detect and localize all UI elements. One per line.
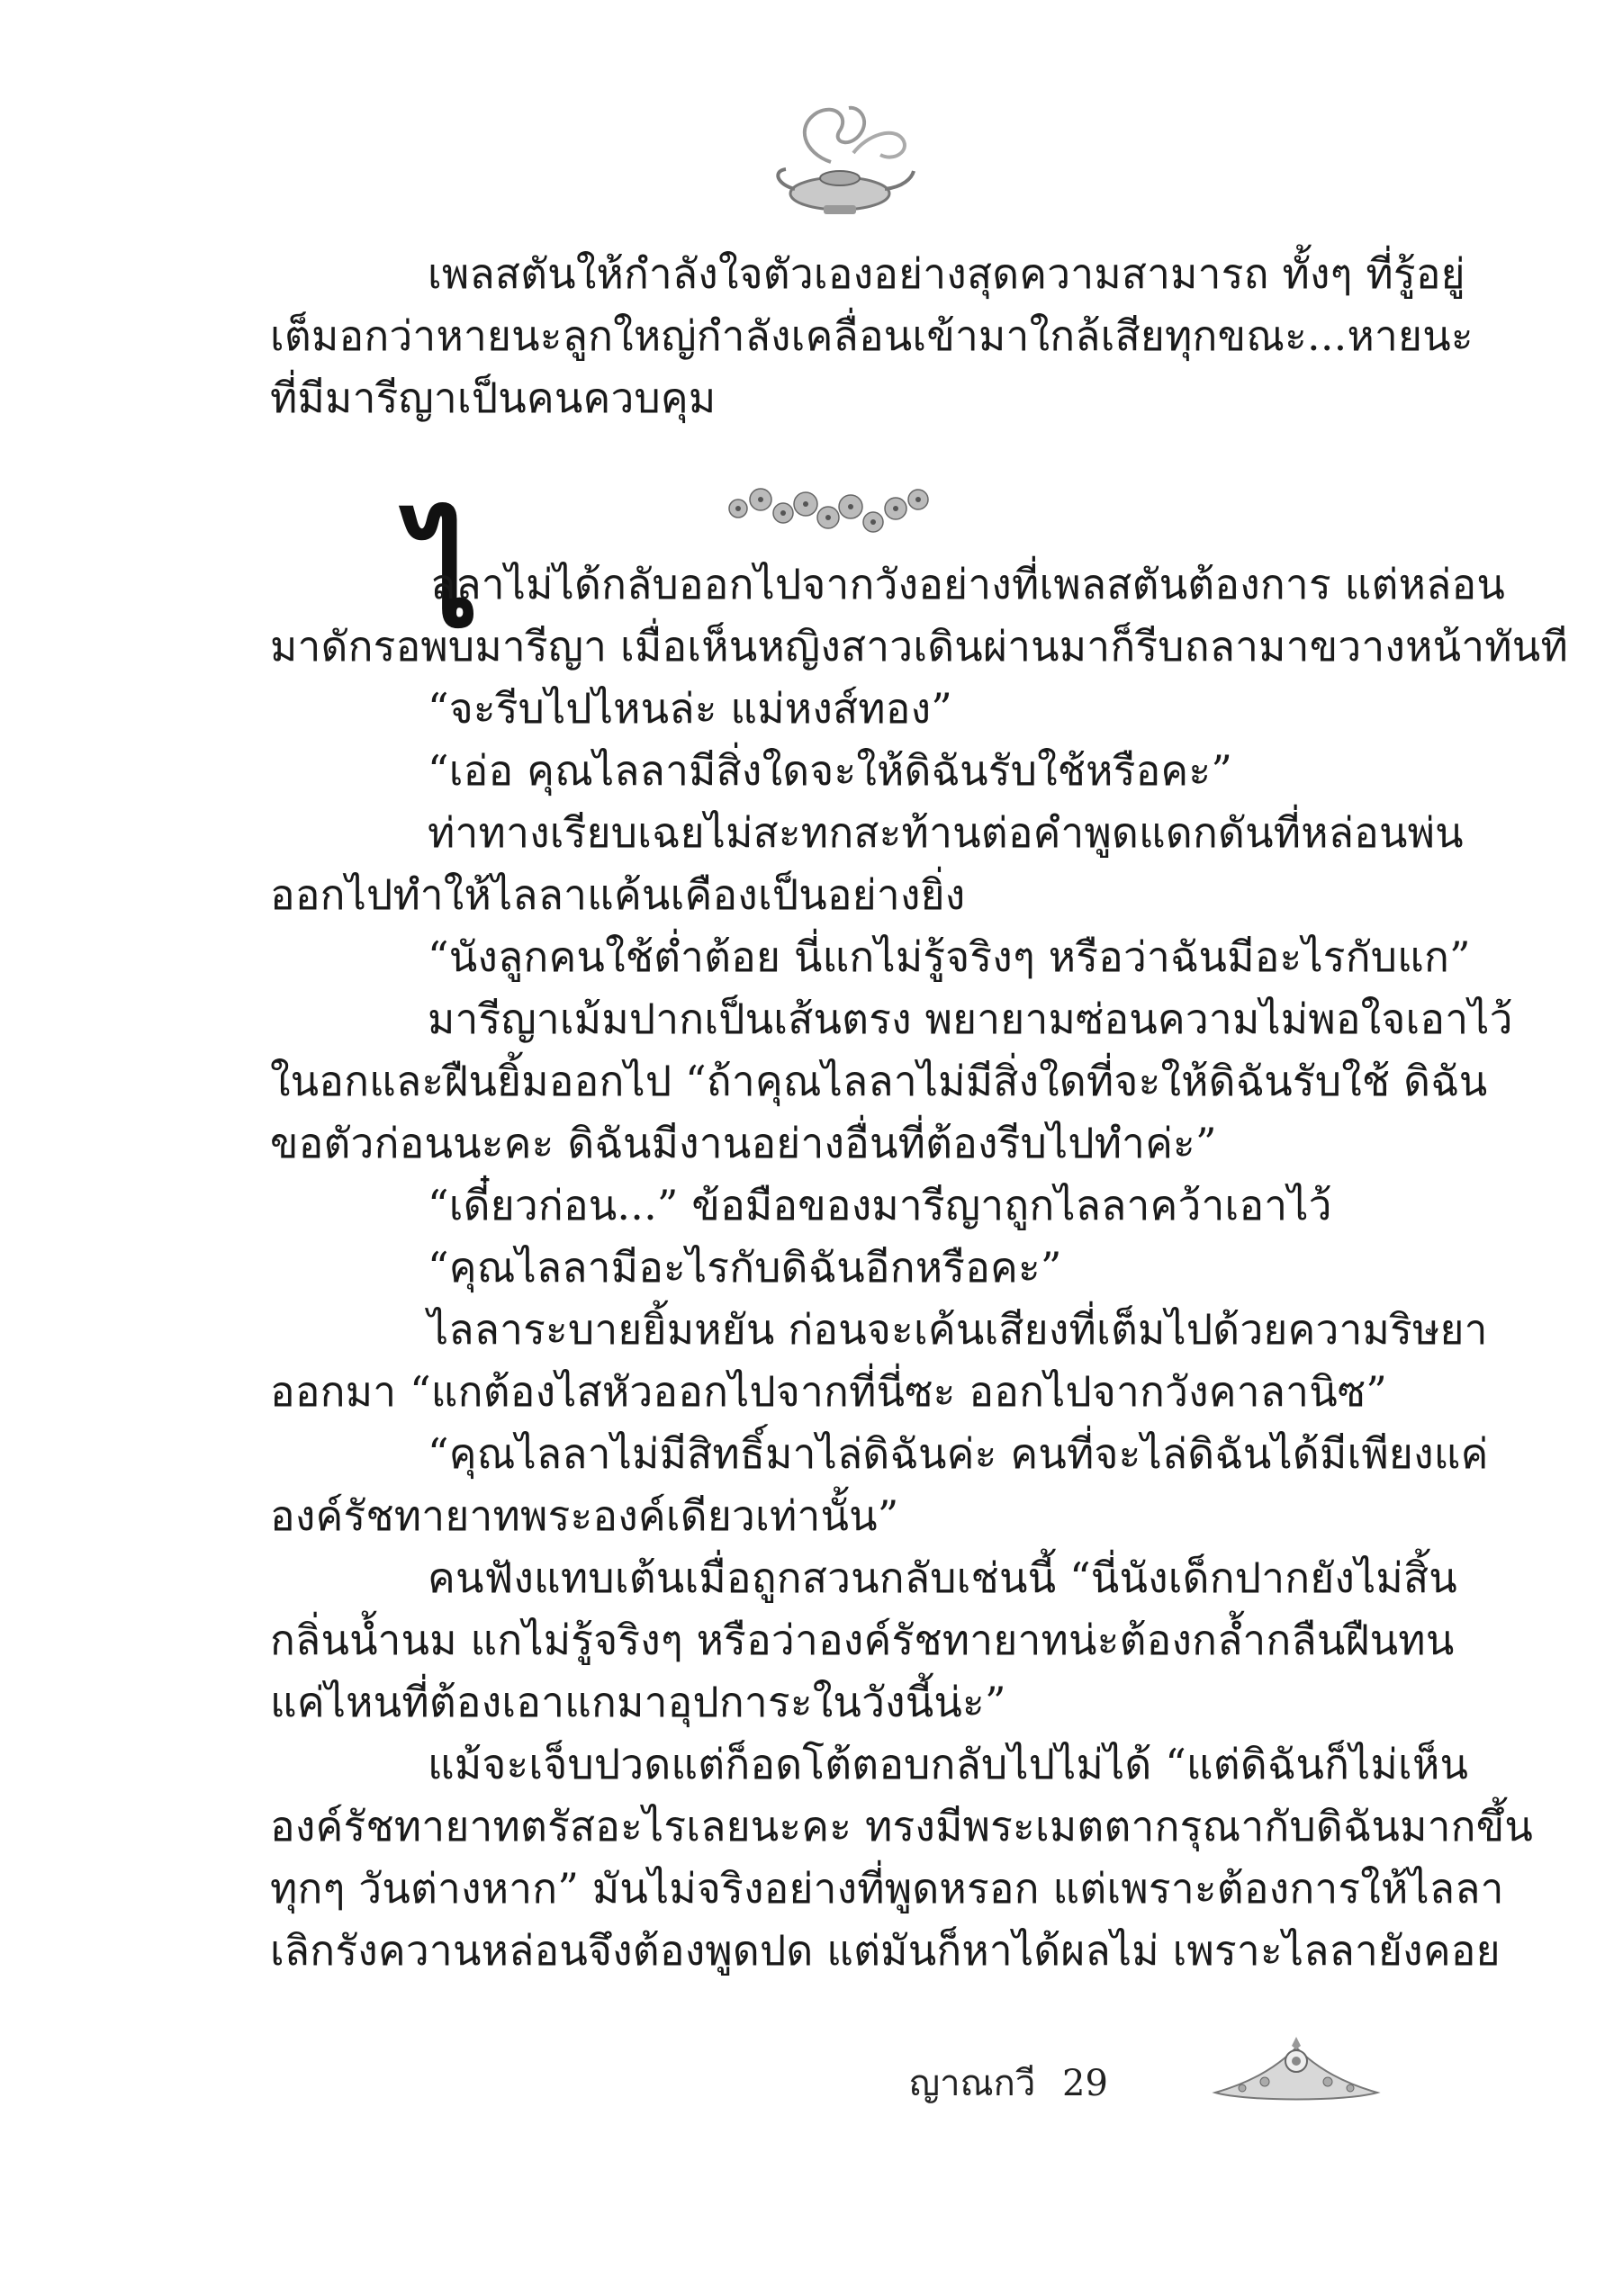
genie-lamp-ornament	[768, 99, 921, 225]
top-paragraph	[270, 243, 1474, 429]
main-body	[270, 554, 1568, 1982]
text-line: ในอกและฝืนยิ้มออกไป “ถ้าคุณไลลาไม่มีสิ่งใดที่จะให้ดิฉันรับใช้ ดิฉัน	[270, 1057, 1488, 1105]
text-line: ท่าทางเรียบเฉยไม่สะทกสะท้านต่อคำพูดแดกดันที่หล่อนพ่น	[428, 808, 1464, 857]
floral-divider-ornament	[711, 473, 945, 554]
page-number: 29	[1062, 2063, 1108, 2104]
text-line: ออกมา “แกต้องไสหัวออกไปจากที่นี่ซะ ออกไปจากวังคาลานิซ”	[270, 1367, 1387, 1416]
text-line: แม้จะเจ็บปวดแต่ก็อดโต้ตอบกลับไปไม่ได้ “แต่ดิฉันก็ไม่เห็น	[428, 1740, 1469, 1788]
text-line: องค์รัชทายาทพระองค์เดียวเท่านั้น”	[270, 1491, 899, 1540]
drop-cap: ไ	[410, 500, 479, 658]
text-line: กลิ่นน้ำนม แกไม่รู้จริงๆ หรือว่าองค์รัชทายาทน่ะต้องกล้ำกลืนฝืนทน	[270, 1616, 1455, 1664]
text-line: “จะรีบไปไหนล่ะ แม่หงส์ทอง”	[428, 684, 952, 733]
text-line: “เดี๋ยวก่อน...” ข้อมือของมารีญาถูกไลลาคว้าเอาไว้	[428, 1181, 1332, 1229]
tiara-ornament	[1211, 2030, 1382, 2111]
text-line: ลลาไม่ได้กลับออกไปจากวังอย่างที่เพลสตันต้องการ แต่หล่อน	[430, 560, 1505, 608]
text-line: มาดักรอพบมารีญา เมื่อเห็นหญิงสาวเดินผ่านมาก็รีบถลามาขวางหน้าทันที	[270, 622, 1568, 671]
text-line: ออกไปทำให้ไลลาแค้นเคืองเป็นอย่างยิ่ง	[270, 870, 966, 919]
text-line: มารีญาเม้มปากเป็นเส้นตรง พยายามซ่อนความไม่พอใจเอาไว้	[428, 995, 1513, 1043]
text-line: ไลลาระบายยิ้มหยัน ก่อนจะเค้นเสียงที่เต็มไปด้วยความริษยา	[428, 1305, 1488, 1354]
text-line: องค์รัชทายาทตรัสอะไรเลยนะคะ ทรงมีพระเมตตากรุณากับดิฉันมากขึ้น	[270, 1802, 1534, 1850]
text-line: ขอตัวก่อนนะคะ ดิฉันมีงานอย่างอื่นที่ต้องรีบไปทำค่ะ”	[270, 1119, 1217, 1167]
text-line: ทุกๆ วันต่างหาก” มันไม่จริงอย่างที่พูดหรอก แต่เพราะต้องการให้ไลลา	[270, 1864, 1504, 1913]
text-line: “คุณไลลามีอะไรกับดิฉันอีกหรือคะ”	[428, 1243, 1062, 1292]
text-line: เต็มอกว่าหายนะลูกใหญ่กำลังเคลื่อนเข้ามาใกล้เสียทุกขณะ...หายนะ	[270, 311, 1474, 360]
text-line: ที่มีมารีญาเป็นคนควบคุม	[270, 374, 717, 422]
text-line: คนฟังแทบเต้นเมื่อถูกสวนกลับเช่นนี้ “นี่นังเด็กปากยังไม่สิ้น	[428, 1553, 1457, 1602]
book-title: ญาณกวี	[909, 2063, 1036, 2104]
text-line: แค่ไหนที่ต้องเอาแกมาอุปการะในวังนี้น่ะ”	[270, 1678, 1006, 1726]
text-line: “นังลูกคนใช้ต่ำต้อย นี่แกไม่รู้จริงๆ หรือว่าฉันมีอะไรกับแก”	[428, 932, 1471, 981]
text-line: เลิกรังควานหล่อนจึงต้องพูดปด แต่มันก็หาได้ผลไม่ เพราะไลลายังคอย	[270, 1926, 1501, 1975]
text-line: “คุณไลลาไม่มีสิทธิ์มาไล่ดิฉันค่ะ คนที่จะไล่ดิฉันได้มีเพียงแค่	[428, 1429, 1489, 1478]
text-line: “เอ่อ คุณไลลามีสิ่งใดจะให้ดิฉันรับใช้หรือคะ”	[428, 746, 1233, 795]
text-line: เพลสตันให้กำลังใจตัวเองอย่างสุดความสามารถ ทั้งๆ ที่รู้อยู่	[428, 249, 1465, 298]
